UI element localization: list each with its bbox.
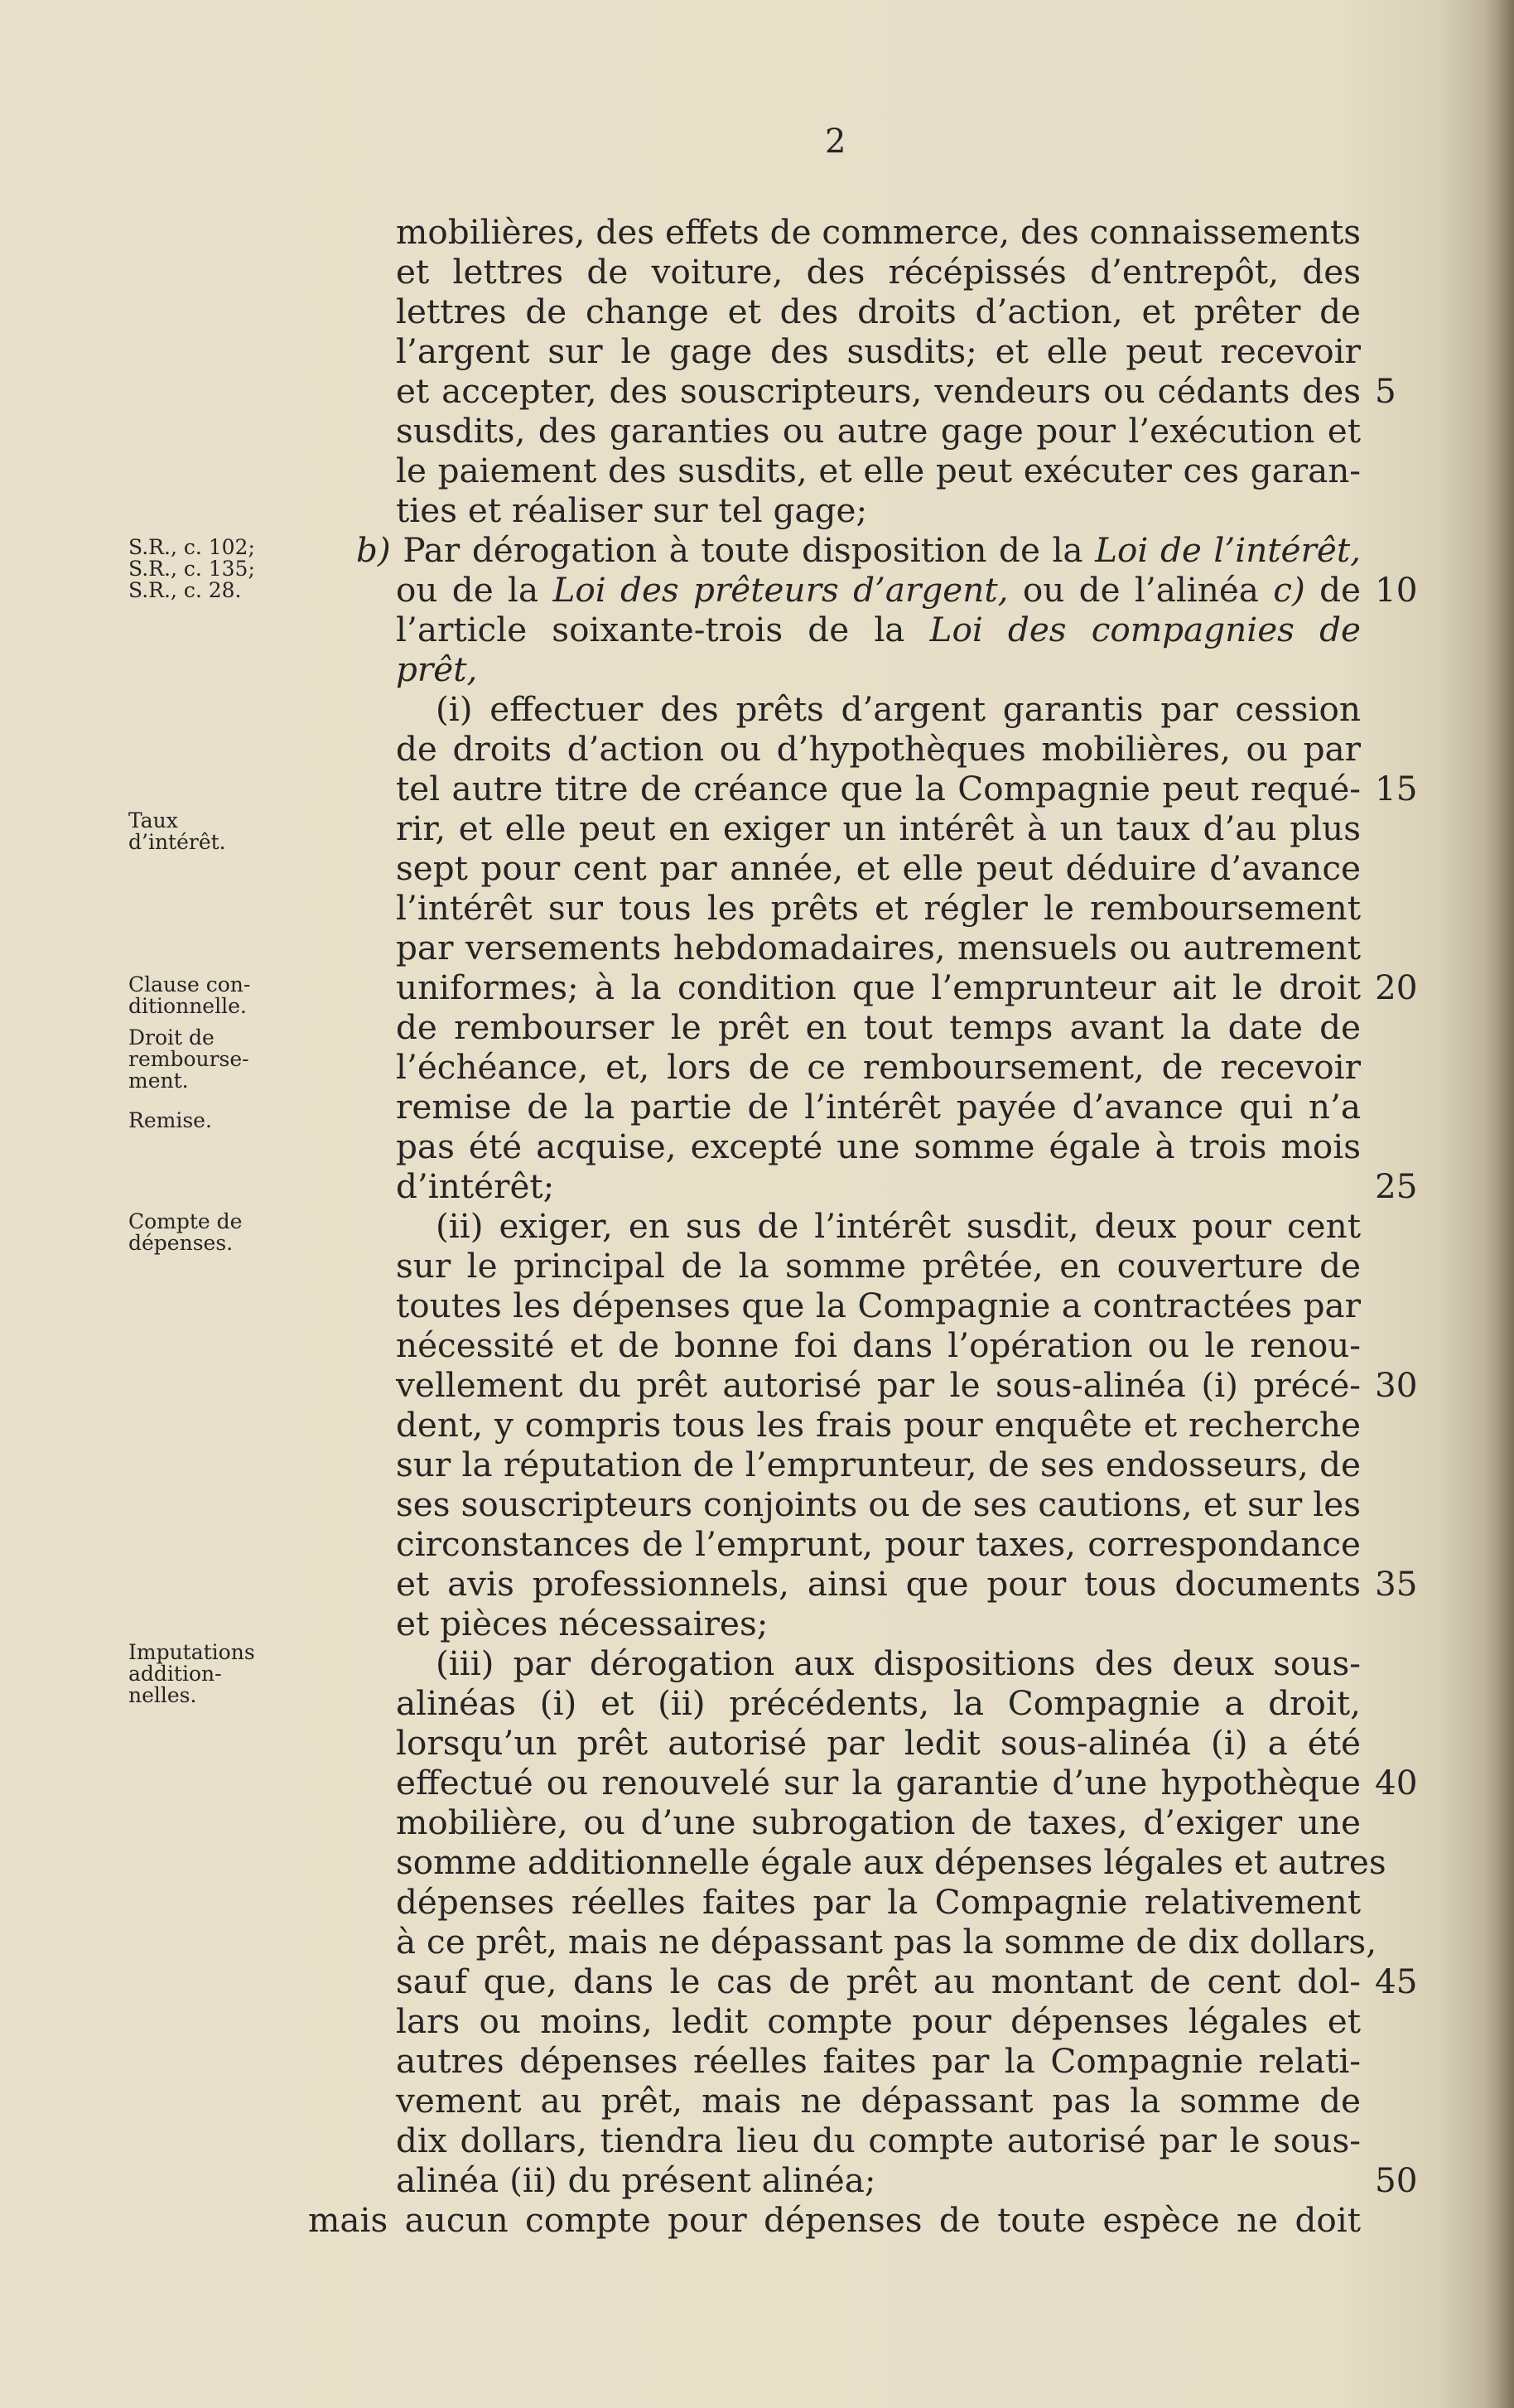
text-line-8: ties et réaliser sur tel gage; (396, 490, 868, 530)
text-line-48: vement au prêt, mais ne dépassant pas la somme de (396, 2081, 1361, 2121)
text-line-5: et accepter, des souscripteurs, vendeurs ou cédants des (396, 371, 1361, 411)
text-line-11 (396, 610, 1361, 649)
text-line-23: remise de la partie de l’intérêt payée d’avance qui n’a (396, 1087, 1361, 1127)
text-line-20: uniformes; à la condition que l’emprunteur ait le droit (396, 968, 1361, 1007)
text-line-42: somme additionnelle égale aux dépenses légales et autres (396, 1842, 1386, 1882)
line-number: 25 (1375, 1166, 1418, 1206)
text-line-15: tel autre titre de créance que la Compagnie peut requé- (396, 769, 1361, 808)
line-number: 20 (1375, 968, 1418, 1007)
text-line-30: vellement du prêt autorisé par le sous-alinéa (i) précé- (396, 1365, 1361, 1405)
margin-note-conditional-clause: Clause con- ditionnelle. (128, 972, 251, 1018)
text-line-10-c: de (1304, 570, 1361, 610)
text-line-1: mobilières, des effets de commerce, des connaissements (396, 212, 1361, 252)
paragraph-marker-b: b) (356, 530, 391, 570)
text-line-33: ses souscripteurs conjoints ou de ses cautions, et sur les (396, 1484, 1361, 1524)
margin-note-expense-account: Compte de dépenses. (128, 1209, 243, 1255)
text-line-19: par versements hebdomadaires, mensuels ou autrement (396, 928, 1361, 968)
paragraph-ref-c: c) (1273, 570, 1305, 610)
text-line-16: rir, et elle peut en exiger un intérêt à un taux d’au plus (396, 808, 1361, 848)
text-line-44: à ce prêt, mais ne dépassant pas la somme de dix dollars, (396, 1922, 1377, 1962)
text-line-31: dent, y compris tous les frais pour enquête et recherche (396, 1405, 1361, 1445)
page-number: 2 (825, 123, 846, 161)
text-line-6: susdits, des garanties ou autre gage pour l’exécution et (396, 411, 1361, 451)
line-number: 40 (1375, 1763, 1418, 1802)
line-number: 35 (1375, 1564, 1418, 1604)
margin-note-interest-rate: Taux d’intérêt. (128, 808, 226, 854)
text-line-35: et avis professionnels, ainsi que pour tous documents (396, 1564, 1361, 1604)
margin-note-statutes: S.R., c. 102; S.R., c. 135; S.R., c. 28. (128, 535, 255, 602)
text-line-14: de droits d’action ou d’hypothèques mobilières, ou par (396, 729, 1361, 769)
text-line-21: de rembourser le prêt en tout temps avant la date de (396, 1007, 1361, 1047)
text-line-3: lettres de change et des droits d’action, et prêter de (396, 292, 1361, 331)
text-line-46: lars ou moins, ledit compte pour dépenses légales et (396, 2001, 1361, 2041)
line-number: 10 (1375, 570, 1418, 610)
line-number: 5 (1375, 371, 1396, 411)
text-line-34: circonstances de l’emprunt, pour taxes, correspondance (396, 1524, 1361, 1564)
text-line-51: mais aucun compte pour dépenses de toute espèce ne doit (308, 2200, 1361, 2240)
text-line-38: alinéas (i) et (ii) précédents, la Compagnie a droit, (396, 1683, 1361, 1723)
text-line-18: l’intérêt sur tous les prêts et régler le remboursement (396, 888, 1361, 928)
text-line-7: le paiement des susdits, et elle peut exécuter ces garan- (396, 451, 1361, 490)
text-line-2: et lettres de voiture, des récépissés d’entrepôt, des (396, 252, 1361, 292)
text-line-49: dix dollars, tiendra lieu du compte autorisé par le sous- (396, 2121, 1361, 2160)
line-number: 50 (1375, 2160, 1418, 2200)
text-line-26: (ii) exiger, en sus de l’intérêt susdit, deux pour cent (436, 1206, 1361, 1246)
law-title-loan-companies-end: prêt, (396, 649, 478, 689)
law-title-interest: Loi de l’intérêt, (1095, 530, 1361, 570)
text-line-10-b: ou de l’alinéa (1008, 570, 1274, 610)
text-line-32: sur la réputation de l’emprunteur, de ses endosseurs, de (396, 1445, 1361, 1484)
law-title-lenders: Loi des prêteurs d’argent, (552, 570, 1009, 610)
margin-note-additional-charges: Imputations addition- nelles. (128, 1640, 255, 1707)
page-edge-shadow (1484, 0, 1514, 2408)
text-line-9 (356, 530, 1361, 570)
text-line-13: (i) effectuer des prêts d’argent garantis par cession (436, 689, 1361, 729)
text-line-28: toutes les dépenses que la Compagnie a contractées par (396, 1286, 1361, 1325)
margin-note-rebate: Remise. (128, 1108, 212, 1132)
text-line-12 (396, 649, 1361, 689)
text-line-43: dépenses réelles faites par la Compagnie relativement (396, 1882, 1361, 1922)
text-line-45: sauf que, dans le cas de prêt au montant de cent dol- (396, 1962, 1361, 2001)
text-line-47: autres dépenses réelles faites par la Compagnie relati- (396, 2041, 1361, 2081)
margin-note-repayment-right: Droit de rembourse- ment. (128, 1025, 249, 1093)
line-number: 15 (1375, 769, 1418, 808)
text-line-24: pas été acquise, excepté une somme égale à trois mois (396, 1127, 1361, 1166)
text-line-10-a: ou de la (396, 570, 553, 610)
text-line-37: (iii) par dérogation aux dispositions des deux sous- (436, 1643, 1361, 1683)
text-line-41: mobilière, ou d’une subrogation de taxes, d’exiger une (396, 1802, 1361, 1842)
text-line-10 (396, 570, 1361, 610)
text-line-17: sept pour cent par année, et elle peut déduire d’avance (396, 848, 1361, 888)
law-title-loan-companies: Loi des compagnies de (929, 610, 1361, 649)
text-line-22: l’échéance, et, lors de ce remboursement, de recevoir (396, 1047, 1361, 1087)
line-number: 45 (1375, 1962, 1418, 2001)
text-line-39: lorsqu’un prêt autorisé par ledit sous-alinéa (i) a été (396, 1723, 1361, 1763)
text-line-9-a: Par dérogation à toute disposition de la (403, 530, 1096, 570)
text-line-29: nécessité et de bonne foi dans l’opération ou le renou- (396, 1325, 1361, 1365)
text-line-40: effectué ou renouvelé sur la garantie d’une hypothèque (396, 1763, 1361, 1802)
text-line-27: sur le principal de la somme prêtée, en couverture de (396, 1246, 1361, 1286)
text-line-36: et pièces nécessaires; (396, 1604, 769, 1643)
text-line-25: d’intérêt; (396, 1166, 555, 1206)
line-number: 30 (1375, 1365, 1418, 1405)
text-line-11-a: l’article soixante-trois de la (396, 610, 930, 649)
text-line-50: alinéa (ii) du présent alinéa; (396, 2160, 876, 2200)
text-line-4: l’argent sur le gage des susdits; et elle peut recevoir (396, 331, 1361, 371)
